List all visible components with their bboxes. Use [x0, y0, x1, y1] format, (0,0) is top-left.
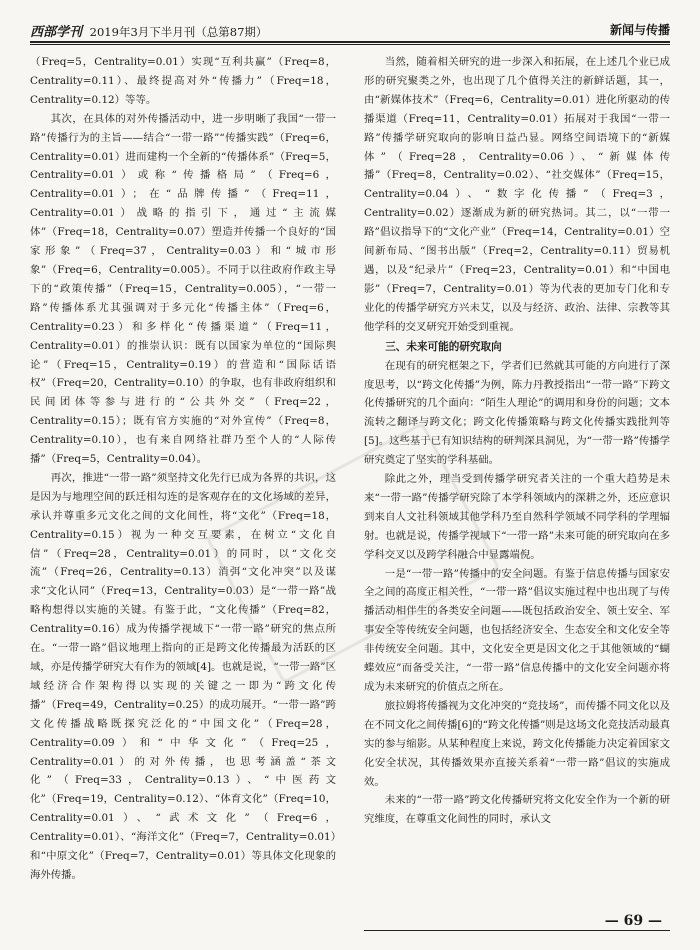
right-paragraph: 除此之外，理当受到传播学研究者关注的一个重大趋势是未来“一带一路”传播学研究除了本学科领域内的深耕之外，还应意识到来自人文社科领域其他学科乃至自然科学领域不同学科的学理辐射。也就是说，传播学视域下“一带一路”未来可能的研究取向在多学科交叉以及跨学科融合中显露端倪。 — [364, 473, 670, 561]
header-rule-thick — [30, 41, 670, 43]
right-paragraph: 旅拉姆将传播视为文化冲突的“竞技场”，而传播不同文化以及在不同文化之间传播[6]的“跨文化传播”则是这场文化竞技活动最真实的参与缩影。从某种程度上来说，跨文化传播能力决定着国家文化安全状况，其传播效果亦直接关系着“一带一路”倡议的实施成效。 — [364, 699, 670, 788]
right-paragraph: 未来的“一带一路”跨文化传播研究将文化安全作为一个新的研究维度，在尊重文化间性的同时，承认文 — [364, 794, 670, 826]
journal-masthead — [30, 21, 267, 40]
right-paragraph: 一是“一带一路”传播中的安全问题。有鉴于信息传播与国家安全之间的高度正相关性，“一带一路”倡议实施过程中也出现了与传播活动相伴生的各类安全问题——既包括政治安全、领土安全、军事安全等传统安全问题，也包括经济安全、生态安全和文化安全等非传统安全问题。其中，文化安全更是因文化之于其他领域的“蝴蝶效应”而备受关注，“一带一路”信息传播中的文化安全问题亦将成为未来研究的价值点之所在。 — [364, 567, 670, 693]
right-paragraph: 当然，随着相关研究的进一步深入和拓展，在上述几个业已成形的研究聚类之外，也出现了几个值得关注的新鲜话题，其一，由“新媒体技术”（Freq=6，Centrality=0.01）进化所驱动的传播渠道（Freq=11，Centrality=0.01）拓展对于我国“一带一路”传播学研究取向的影响日益凸显。网络空间语境下的“新媒体”（Freq=28，Centrality=0.06）、“新媒体传播”（Freq=8，Centrality=0.02）、“社交媒体”（Freq=15，Centrality=0.04）、“数字化传播”（Freq=3，Centrality=0.02）逐渐成为新的研究热词。其二，以“一带一路”倡议指导下的“文化产业”（Freq=14，Centrality=0.01）空间新布局、“图书出版”（Freq=2，Centrality=0.11）贸易机遇，以及“纪录片”（Freq=23，Centrality=0.01）和“中国电影”（Freq=7，Centrality=0.01）等为代表的更加专门化和专业化的传播学研究方兴未艾，以及与经济、政治、法律、宗教等其他学科的交叉研究开始受到重视。 — [364, 56, 670, 333]
right-paragraph: 在现有的研究框架之下，学者们已然就其可能的方向进行了深度思考，以“跨文化传播”为例，陈力丹教授指出“一带一路”下跨文化传播研究的几个面向：“陌生人理论”的调用和身份的问题；文本流转之翻译与跨文化；跨文化传播策略与跨文化传播实践批判等[5]。这些基于已有知识结构的研判深具洞见，为“一带一路”传播学研究奠定了坚实的学科基础。 — [364, 359, 670, 467]
header-rule-thin — [30, 44, 670, 45]
left-column — [30, 53, 336, 911]
section-heading: 三、未来可能的研究取向 — [385, 340, 502, 353]
page-header — [30, 8, 670, 46]
journal-name: 西部学刊 — [30, 25, 83, 40]
left-paragraph: 其次，在具体的对外传播活动中，进一步明晰了我国“一带一路”传播行为的主旨——结合“一带一路”“传播实践”（Freq=6，Centrality=0.01）进而建构一个全新的“传播体系”（Freq=5，Centrality=0.01）或称“传播格局”（Freq=6，Centrality=0.01）；在“品牌传播”（Freq=11，Centrality=0.01）战略的指引下，通过“主流媒体”（Freq=18，Centrality=0.07）塑造并传播一个良好的“国家形象”（Freq=37，Centrality=0.03）和“城市形象”（Freq=6，Centrality=0.005）。不同于以往政府作政主导下的“政策传播”（Freq=15，Centrality=0.005），“一带一路”传播体系尤其强调对于多元化“传播主体”（Freq=6，Centrality=0.23）和多样化“传播渠道”（Freq=11，Centrality=0.01）的推崇认识：既有以国家为单位的“国际舆论”（Freq=15，Centrality=0.19）的营造和“国际话语权”（Freq=20，Centrality=0.10）的争取，也有非政府组织和民间团体等参与进行的“公共外交”（Freq=22，Centrality=0.15）；既有官方实施的“对外宣传”（Freq=8，Centrality=0.10），也有来自网络社群乃至个人的“人际传播”（Freq=5，Centrality=0.04）。 — [30, 112, 336, 466]
footer-rule — [364, 930, 670, 931]
left-paragraph: （Freq=5，Centrality=0.01）实现“互利共赢”（Freq=8，Centrality=0.11）、最终提高对外“传播力”（Freq=18，Centrality=0.12）等等。 — [30, 56, 336, 106]
page-number: — 69 — — [601, 913, 666, 929]
left-paragraph: 再次，推进“一带一路”须坚持文化先行已成为各界的共识，这是因为与地理空间的跃迁相勾连的是客观存在的文化场域的差异，承认并尊重多元文化之间的文化间性，将“文化”（Freq=18，Centrality=0.15）视为一种交互要素，在树立“文化自信”（Freq=28，Centrality=0.01）的同时，以“文化交流”（Freq=26，Centrality=0.13）消弭“文化冲突”以及谋求“文化认同”（Freq=13，Centrality=0.03）是“一带一路”战略构想得以实施的关键。有鉴于此，“文化传播”（Freq=82，Centrality=0.16）成为传播学视域下“一带一路”研究的焦点所在。“一带一路”倡议地理上指向的正是跨文化传播最为活跃的区域，亦是传播学研究大有作为的领域[4]。也就是说，“一带一路”区域经济合作架构得以实现的关键之一即为“跨文化传播”（Freq=49，Centrality=0.25）的成功展开。“一带一路”跨文化传播战略既探究泛化的“中国文化”（Freq=28，Centrality=0.09）和“中华文化”（Freq=25，Centrality=0.01）的对外传播，也思考涵盖“茶文化”（Freq=33，Centrality=0.13）、“中医药文化”（Freq=19，Centrality=0.12）、“体育文化”（Freq=10，Centrality=0.01）、“武术文化”（Freq=6，Centrality=0.01）、“海洋文化”（Freq=7，Centrality=0.01）和“中原文化”（Freq=7，Centrality=0.01）等具体文化现象的海外传播。 — [30, 471, 336, 881]
right-column — [364, 53, 670, 911]
section-name: 新闻与传播 — [609, 23, 670, 37]
issue-info: 2019年3月下半月刊（总第87期） — [89, 25, 268, 39]
